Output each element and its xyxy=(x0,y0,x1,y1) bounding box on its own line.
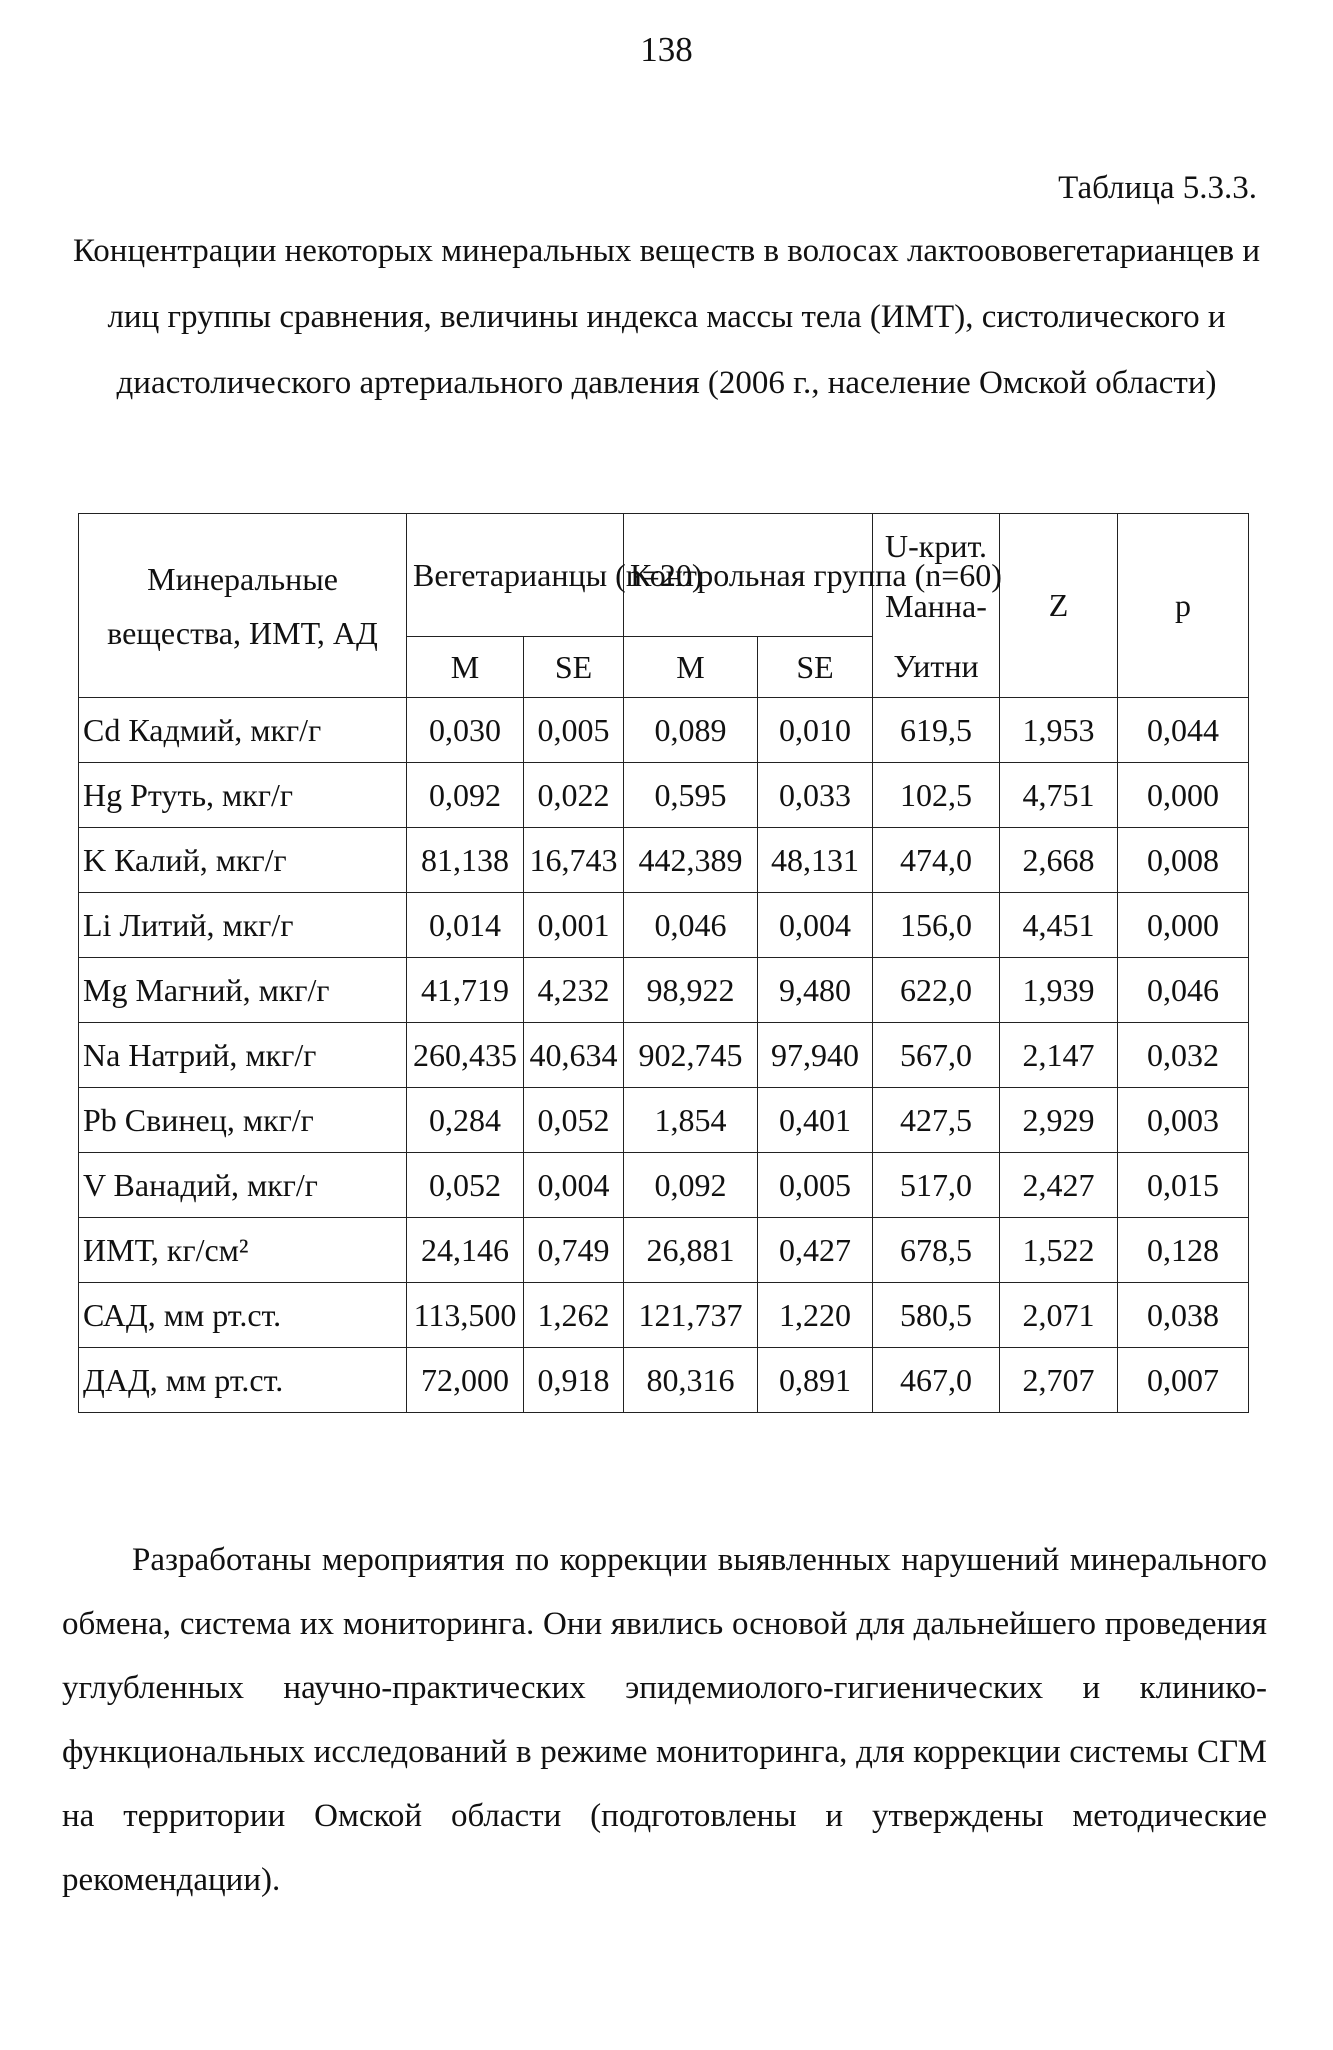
veg-se-cell: 0,001 xyxy=(524,893,624,958)
page-number: 138 xyxy=(640,30,693,69)
header-z: Z xyxy=(1000,514,1118,698)
z-cell: 2,147 xyxy=(1000,1023,1118,1088)
p-cell: 0,044 xyxy=(1118,698,1249,763)
u-cell: 622,0 xyxy=(873,958,1000,1023)
header-ctl-se: SE xyxy=(758,637,873,698)
header-ctl-m: M xyxy=(624,637,758,698)
p-cell: 0,008 xyxy=(1118,828,1249,893)
table-row xyxy=(79,1283,1249,1348)
row-name: САД, мм рт.ст. xyxy=(79,1283,407,1348)
header-p: p xyxy=(1118,514,1249,698)
table-row xyxy=(79,828,1249,893)
z-cell: 2,929 xyxy=(1000,1088,1118,1153)
veg-m-cell: 0,092 xyxy=(407,763,524,828)
z-cell: 2,071 xyxy=(1000,1283,1118,1348)
z-cell: 2,707 xyxy=(1000,1348,1118,1413)
table-label: Таблица 5.3.3. xyxy=(1058,170,1257,206)
row-name: Na Натрий, мкг/г xyxy=(79,1023,407,1088)
p-cell: 0,000 xyxy=(1118,763,1249,828)
veg-se-cell: 4,232 xyxy=(524,958,624,1023)
veg-m-cell: 81,138 xyxy=(407,828,524,893)
veg-m-cell: 0,052 xyxy=(407,1153,524,1218)
veg-se-cell: 0,749 xyxy=(524,1218,624,1283)
row-name: Pb Свинец, мкг/г xyxy=(79,1088,407,1153)
veg-m-cell: 113,500 xyxy=(407,1283,524,1348)
veg-m-cell: 0,014 xyxy=(407,893,524,958)
ctl-se-cell: 0,033 xyxy=(758,763,873,828)
u-cell: 102,5 xyxy=(873,763,1000,828)
veg-se-cell: 0,022 xyxy=(524,763,624,828)
u-cell: 474,0 xyxy=(873,828,1000,893)
table-row xyxy=(79,1348,1249,1413)
table-row xyxy=(79,1153,1249,1218)
veg-m-cell: 24,146 xyxy=(407,1218,524,1283)
u-cell: 580,5 xyxy=(873,1283,1000,1348)
table-row xyxy=(79,958,1249,1023)
veg-m-cell: 0,284 xyxy=(407,1088,524,1153)
header-veg-se: SE xyxy=(524,637,624,698)
p-cell: 0,015 xyxy=(1118,1153,1249,1218)
p-cell: 0,032 xyxy=(1118,1023,1249,1088)
table-row xyxy=(79,763,1249,828)
veg-m-cell: 72,000 xyxy=(407,1348,524,1413)
z-cell: 2,668 xyxy=(1000,828,1118,893)
veg-se-cell: 16,743 xyxy=(524,828,624,893)
u-cell: 427,5 xyxy=(873,1088,1000,1153)
veg-se-cell: 1,262 xyxy=(524,1283,624,1348)
z-cell: 1,953 xyxy=(1000,698,1118,763)
p-cell: 0,038 xyxy=(1118,1283,1249,1348)
p-cell: 0,046 xyxy=(1118,958,1249,1023)
u-cell: 467,0 xyxy=(873,1348,1000,1413)
z-cell: 4,451 xyxy=(1000,893,1118,958)
u-cell: 567,0 xyxy=(873,1023,1000,1088)
ctl-se-cell: 1,220 xyxy=(758,1283,873,1348)
veg-se-cell: 40,634 xyxy=(524,1023,624,1088)
ctl-m-cell: 0,595 xyxy=(624,763,758,828)
ctl-m-cell: 121,737 xyxy=(624,1283,758,1348)
p-cell: 0,007 xyxy=(1118,1348,1249,1413)
z-cell: 4,751 xyxy=(1000,763,1118,828)
veg-se-cell: 0,052 xyxy=(524,1088,624,1153)
header-veg-m: M xyxy=(407,637,524,698)
ctl-m-cell: 902,745 xyxy=(624,1023,758,1088)
ctl-se-cell: 0,010 xyxy=(758,698,873,763)
ctl-m-cell: 26,881 xyxy=(624,1218,758,1283)
row-name: Li Литий, мкг/г xyxy=(79,893,407,958)
header-vegetarians: Вегетарианцы (n=20) xyxy=(407,514,624,637)
u-cell: 517,0 xyxy=(873,1153,1000,1218)
ctl-m-cell: 0,046 xyxy=(624,893,758,958)
table-row xyxy=(79,1023,1249,1088)
row-name: ДАД, мм рт.ст. xyxy=(79,1348,407,1413)
ctl-se-cell: 0,004 xyxy=(758,893,873,958)
veg-se-cell: 0,918 xyxy=(524,1348,624,1413)
ctl-se-cell: 0,005 xyxy=(758,1153,873,1218)
z-cell: 1,939 xyxy=(1000,958,1118,1023)
p-cell: 0,003 xyxy=(1118,1088,1249,1153)
table-caption: Концентрации некоторых минеральных веществ в волосах лактоововегетарианцев и лиц группы сравнения, величины индекса массы тела (ИМТ), систолического и диастолического артериального давления (2006 г., население Омской области) xyxy=(72,233,1261,401)
veg-m-cell: 41,719 xyxy=(407,958,524,1023)
p-cell: 0,000 xyxy=(1118,893,1249,958)
row-name: V Ванадий, мкг/г xyxy=(79,1153,407,1218)
row-name: ИМТ, кг/см² xyxy=(79,1218,407,1283)
veg-se-cell: 0,004 xyxy=(524,1153,624,1218)
ctl-m-cell: 0,089 xyxy=(624,698,758,763)
z-cell: 1,522 xyxy=(1000,1218,1118,1283)
ctl-se-cell: 0,891 xyxy=(758,1348,873,1413)
header-control: Контрольная группа (n=60) xyxy=(624,514,873,637)
ctl-m-cell: 80,316 xyxy=(624,1348,758,1413)
veg-m-cell: 0,030 xyxy=(407,698,524,763)
z-cell: 2,427 xyxy=(1000,1153,1118,1218)
header-minerals: Минеральные вещества, ИМТ, АД xyxy=(79,514,407,698)
table-row xyxy=(79,698,1249,763)
u-cell: 619,5 xyxy=(873,698,1000,763)
table-row xyxy=(79,1218,1249,1283)
table-row xyxy=(79,1088,1249,1153)
row-name: Mg Магний, мкг/г xyxy=(79,958,407,1023)
ctl-m-cell: 0,092 xyxy=(624,1153,758,1218)
veg-m-cell: 260,435 xyxy=(407,1023,524,1088)
data-table xyxy=(78,513,1249,1413)
row-name: Hg Ртуть, мкг/г xyxy=(79,763,407,828)
ctl-se-cell: 97,940 xyxy=(758,1023,873,1088)
p-cell: 0,128 xyxy=(1118,1218,1249,1283)
row-name: Cd Кадмий, мкг/г xyxy=(79,698,407,763)
body-paragraph: Разработаны мероприятия по коррекции выявленных нарушений минерального обмена, система их мониторинга. Они явились основой для дальнейшего проведения углубленных научно-практических эпидемиолого-гигиенических и клинико-функциональных исследований в режиме мониторинга, для коррекции системы СГМ на территории Омской области (подготовлены и утверждены методические рекомендации). xyxy=(62,1542,1267,1898)
ctl-m-cell: 442,389 xyxy=(624,828,758,893)
u-cell: 678,5 xyxy=(873,1218,1000,1283)
header-u-crit: U-крит. Манна-Уитни xyxy=(873,514,1000,698)
ctl-se-cell: 9,480 xyxy=(758,958,873,1023)
ctl-se-cell: 0,401 xyxy=(758,1088,873,1153)
ctl-m-cell: 1,854 xyxy=(624,1088,758,1153)
veg-se-cell: 0,005 xyxy=(524,698,624,763)
ctl-se-cell: 0,427 xyxy=(758,1218,873,1283)
row-name: K Калий, мкг/г xyxy=(79,828,407,893)
ctl-se-cell: 48,131 xyxy=(758,828,873,893)
u-cell: 156,0 xyxy=(873,893,1000,958)
ctl-m-cell: 98,922 xyxy=(624,958,758,1023)
table-row xyxy=(79,893,1249,958)
